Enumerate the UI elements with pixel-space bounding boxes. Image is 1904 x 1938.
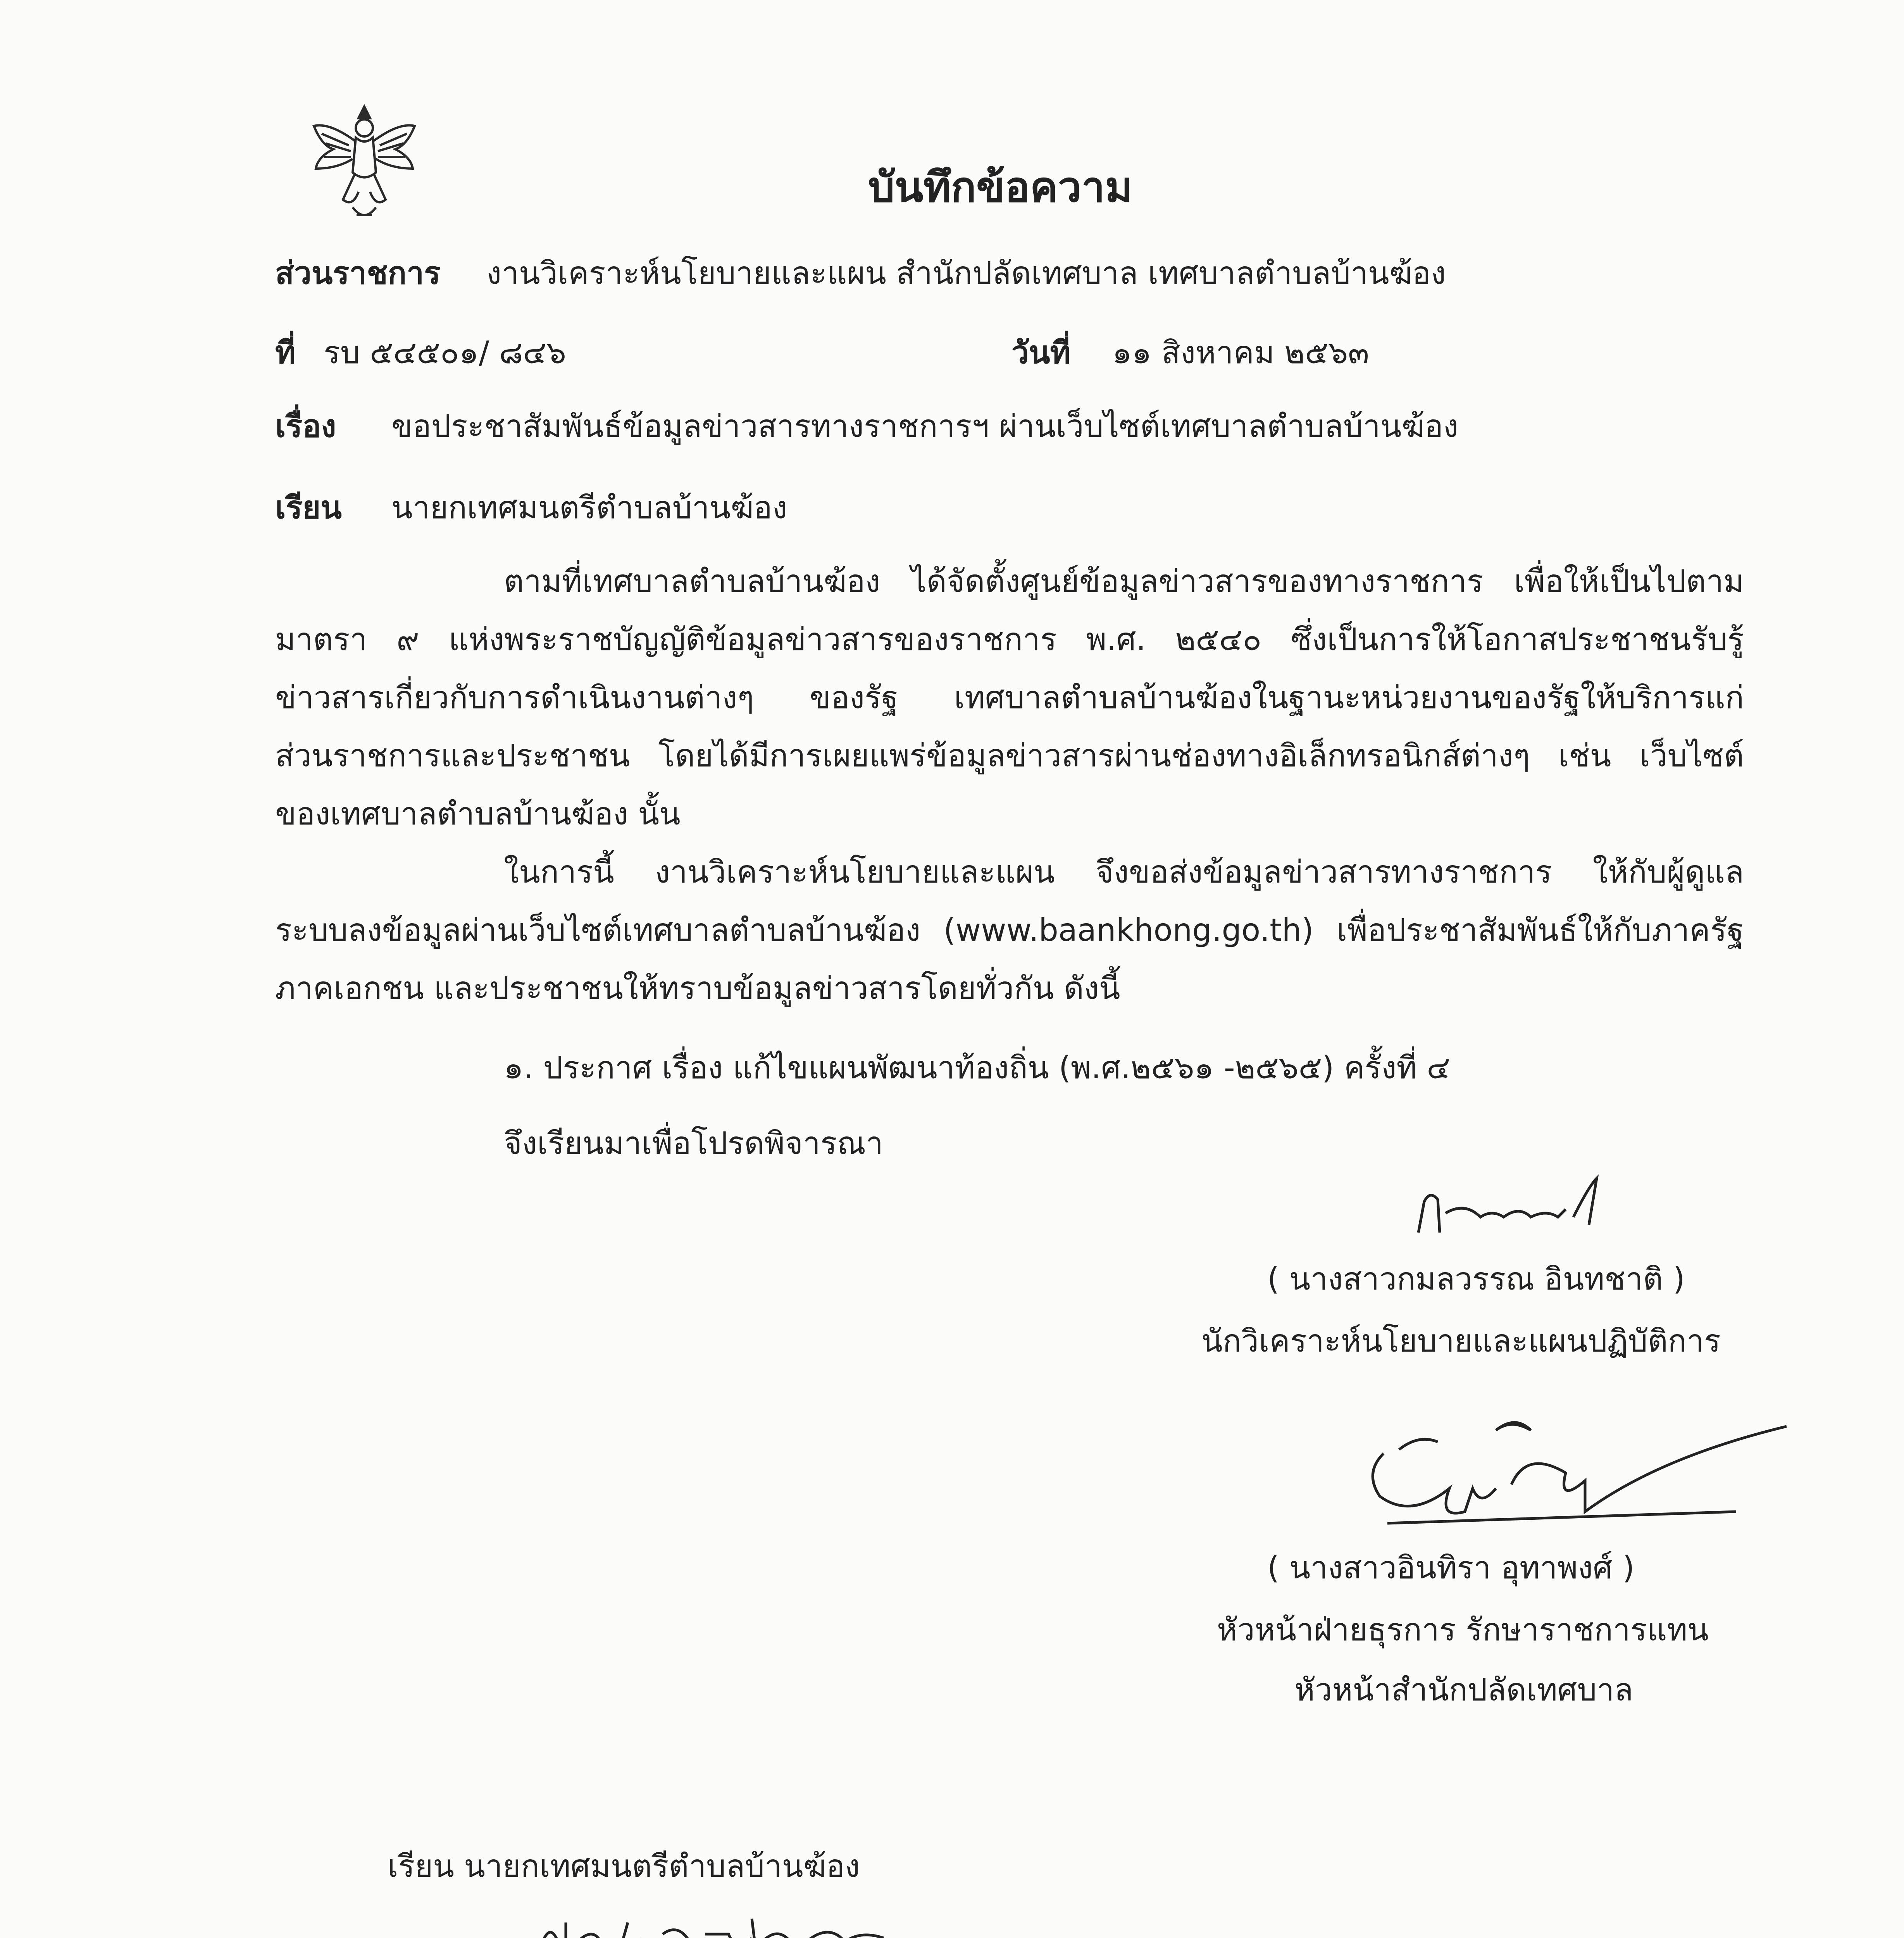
signer-2-title-1: หัวหน้าฝ่ายธุรการ รักษาราชการแทน	[1217, 1612, 1709, 1648]
list-item: ๑. ประกาศ เรื่อง แก้ไขแผนพัฒนาท้องถิ่น (พ.ศ.๒๕๖๑ -๒๕๖๕) ครั้งที่ ๔	[504, 1050, 1451, 1086]
division-label: ส่วนราชการ	[275, 255, 441, 291]
signer-2-name: ( นางสาวอินทิรา อุทาพงศ์ )	[1267, 1550, 1635, 1586]
date-label: วันที่	[1011, 334, 1071, 371]
body-line: ในการนี้ งานวิเคราะห์นโยบายและแผน จึงขอส่งข้อมูลข่าวสารทางราชการ ให้กับผู้ดูแล	[504, 854, 1744, 890]
garuda-emblem	[306, 91, 422, 231]
signature-1	[1403, 1163, 1635, 1264]
to-value: นายกเทศมนตรีตำบลบ้านฆ้อง	[391, 490, 787, 526]
body-line: ตามที่เทศบาลตำบลบ้านฆ้อง ได้จัดตั้งศูนย์ข้อมูลข่าวสารของทางราชการ เพื่อให้เป็นไปตาม	[504, 563, 1744, 599]
ref-label: ที่	[275, 334, 296, 371]
body-line: ข่าวสารเกี่ยวกับการดำเนินงานต่างๆ ของรัฐ เทศบาลตำบลบ้านฆ้องในฐานะหน่วยงานของรัฐให้บริการแก่	[275, 679, 1744, 716]
endorse-to: เรียน นายกเทศมนตรีตำบลบ้านฆ้อง	[388, 1848, 860, 1884]
subject-label: เรื่อง	[275, 408, 336, 444]
body-line: มาตรา ๙ แห่งพระราชบัญญัติข้อมูลข่าวสารของราชการ พ.ศ. ๒๕๔๐ ซึ่งเป็นการให้โอกาสประชาชนรับรู้	[275, 621, 1744, 657]
memo-title: บันทึกข้อความ	[868, 163, 1133, 212]
body-line: ภาคเอกชน และประชาชนให้ทราบข้อมูลข่าวสารโดยทั่วกัน ดังนี้	[275, 970, 1120, 1006]
handwritten-note	[535, 1899, 922, 1938]
body-line: ของเทศบาลตำบลบ้านฆ้อง นั้น	[275, 796, 681, 832]
date-value: ๑๑ สิงหาคม ๒๕๖๓	[1112, 334, 1369, 371]
body-line: ระบบลงข้อมูลผ่านเว็บไซต์เทศบาลตำบลบ้านฆ้อง (www.baankhong.go.th) เพื่อประชาสัมพันธ์ให้กับภาครัฐ	[275, 912, 1744, 948]
subject-value: ขอประชาสัมพันธ์ข้อมูลข่าวสารทางราชการฯ ผ่านเว็บไซต์เทศบาลตำบลบ้านฆ้อง	[391, 408, 1458, 444]
signer-2-title-2: หัวหน้าสำนักปลัดเทศบาล	[1294, 1672, 1633, 1708]
division-value: งานวิเคราะห์นโยบายและแผน สำนักปลัดเทศบาล เทศบาลตำบลบ้านฆ้อง	[486, 255, 1446, 291]
body-line: ส่วนราชการและประชาชน โดยได้มีการเผยแพร่ข้อมูลข่าวสารผ่านช่องทางอิเล็กทรอนิกส์ต่างๆ เช่น เว็บไซต์	[275, 738, 1744, 774]
to-label: เรียน	[275, 490, 342, 526]
closing-line: จึงเรียนมาเพื่อโปรดพิจารณา	[504, 1125, 883, 1161]
signer-1-name: ( นางสาวกมลวรรณ อินทชาติ )	[1267, 1261, 1685, 1297]
signature-2	[1349, 1395, 1794, 1543]
signer-1-title: นักวิเคราะห์นโยบายและแผนปฏิบัติการ	[1201, 1323, 1721, 1359]
ref-value: รบ ๕๔๕๐๑/ ๘๔๖	[324, 334, 566, 371]
